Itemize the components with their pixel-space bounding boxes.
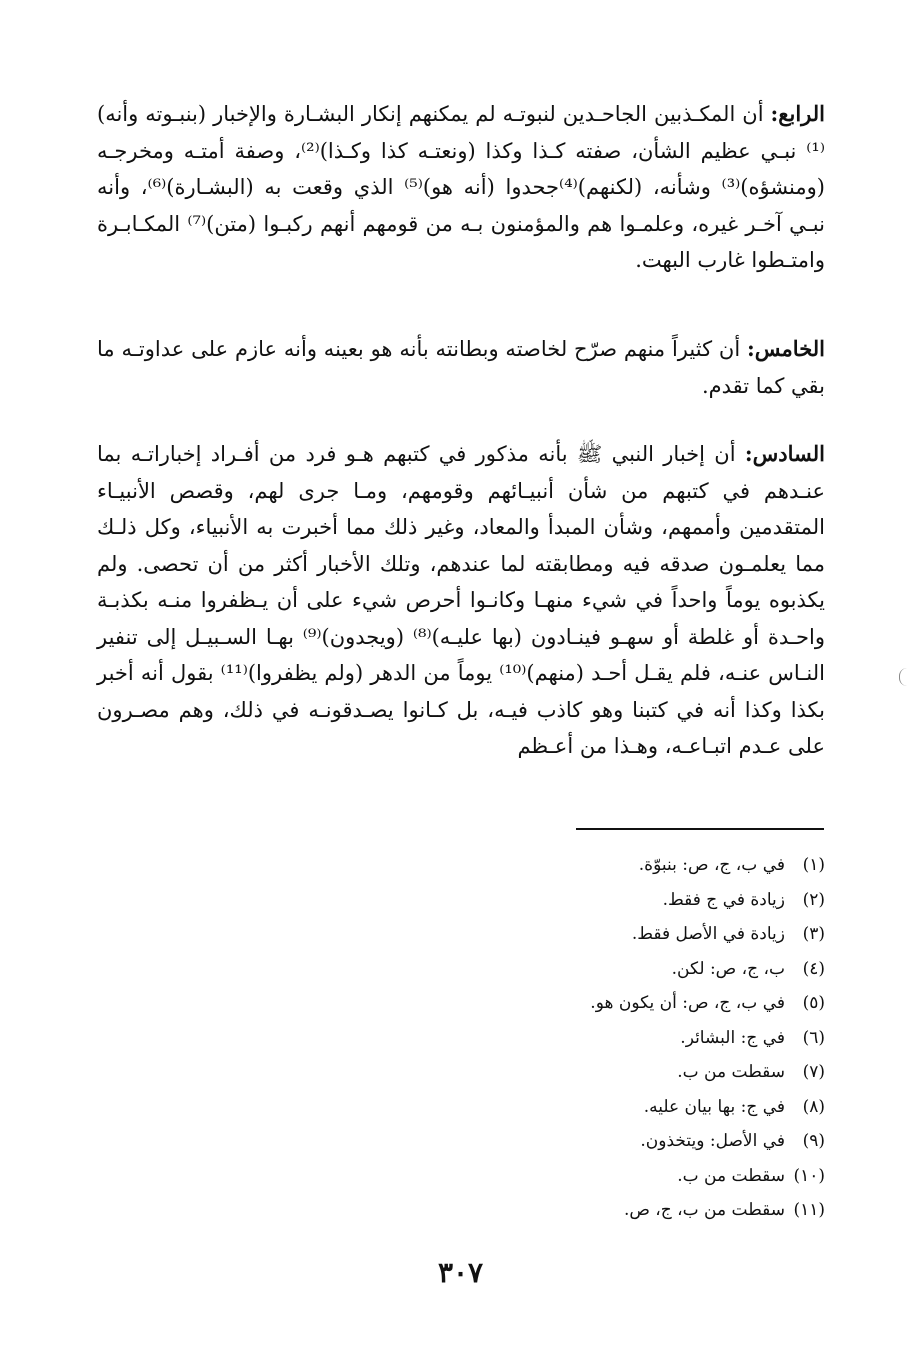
footnote-text: سقطت من ب. xyxy=(677,1165,785,1186)
footnote-text: سقطت من ب. xyxy=(677,1062,785,1082)
footnote-number: (٩) xyxy=(802,1131,825,1151)
footnote-number: (٣) xyxy=(802,924,825,944)
footnote-number: (١) xyxy=(802,855,825,875)
footnote-text: سقطت من ب، ج، ص. xyxy=(623,1200,785,1220)
margin-mark xyxy=(899,668,908,686)
footnote-text: زيادة في ج فقط. xyxy=(662,889,785,910)
paragraph-sixth xyxy=(97,436,825,765)
footnote-text: في ب، ج، ص: أن يكون هو. xyxy=(590,993,785,1013)
paragraph-text: أن المكـذبين الجاحـدين لنبوتـه لم يمكنهم إنكار البشـارة والإخبار (بنبـوته وأنه)⁽¹⁾ نبـي عظيم الشأن، صفته كـذا وكذا (ونعتـه كذا وكـذا)⁽²⁾، وصفة أمتـه ومخرجـه (ومنشؤه)⁽³⁾ وشأنه، (لكنهم)⁽⁴⁾جحدوا (أنه هو)⁽⁵⁾ الذي وقعت به (البشـارة)⁽⁶⁾، وأنه نبـي آخـر غيره، وعلمـوا هم والمؤمنون بـه من قومهم أنهم ركبـوا (متن)⁽⁷⁾ المكـابـرة وامتـطوا غارب البهت. xyxy=(97,102,825,272)
footnote-number: (٨) xyxy=(802,1096,825,1117)
footnote-number: (٤) xyxy=(802,958,825,979)
footnote-number: (٢) xyxy=(802,889,825,910)
footnote-number: (١١) xyxy=(793,1200,825,1220)
paragraph-lead: الخامس: xyxy=(747,336,825,361)
footnote-number: (١٠) xyxy=(793,1165,825,1186)
footnote-text: في ب، ج، ص: بنبوّة. xyxy=(638,855,785,875)
footnote-number: (٦) xyxy=(802,1027,825,1048)
footnote-item xyxy=(345,1159,825,1194)
footnote-number: (٧) xyxy=(802,1062,825,1082)
footnote-divider xyxy=(576,828,824,830)
footnote-text: زيادة في الأصل فقط. xyxy=(631,924,785,944)
paragraph-text: أن إخبار النبي ﷺ بأنه مذكور في كتبهم هـو فرد من أفـراد إخباراتـه بما عنـدهم في كتبهم من شأن أنبيـائهم وقومهم، ومـا جرى لهم، وقصص الأنبيـاء المتقدمين وأممهم، وشأن المبدأ والمعاد، وغير ذلك مما أخبرت به الأنبياء، وكل ذلـك مما يعلمـون صدقه فيه ومطابقته لما عندهم، وتلك الأخبار أكثر من أن تحصى. ولم يكذبوه يوماً واحداً في شيء منهـا وكانـوا أحرص شيء على أن يـظفروا منـه بكذبـة واحـدة أو غلطة أو سهـو فينـادون (بها عليـه)⁽⁸⁾ (ويجدون)⁽⁹⁾ بهـا السـبيـل إلى تنفير النـاس عنـه، فلم يقـل أحـد (منهم)⁽¹⁰⁾ يوماً من الدهر (ولم يظفروا)⁽¹¹⁾ بقول أنه أخبر بكذا وكذا أنه في كتبنا وهو كاذب فيـه، بل كـانوا يصـدقونـه في ذلك، وهم مصـرون على عـدم اتبـاعـه، وهـذا من أعـظم xyxy=(97,442,826,758)
page-number: ٣٠٧ xyxy=(437,1256,484,1289)
footnote-item xyxy=(345,848,825,883)
footnote-item xyxy=(345,1124,825,1159)
footnote-number: (٥) xyxy=(802,993,825,1013)
footnote-text: في الأصل: ويتخذون. xyxy=(640,1131,785,1151)
paragraph-fourth xyxy=(97,96,825,279)
footnote-item xyxy=(345,986,825,1021)
footnote-text: في ج: البشائر. xyxy=(680,1027,785,1048)
footnote-item xyxy=(345,1090,825,1125)
footnote-text: في ج: بها بيان عليه. xyxy=(643,1096,785,1117)
paragraph-lead: الرابع: xyxy=(770,101,825,126)
paragraph-fifth xyxy=(97,331,825,404)
footnote-item xyxy=(345,883,825,918)
footnote-item xyxy=(345,1055,825,1090)
footnote-text: ب، ج، ص: لكن. xyxy=(671,958,785,979)
footnote-item xyxy=(345,1193,825,1228)
footnotes-list xyxy=(345,848,825,1228)
footnote-item xyxy=(345,917,825,952)
footnote-item xyxy=(345,1021,825,1056)
paragraph-lead: السادس: xyxy=(744,441,825,466)
paragraph-text: أن كثيراً منهم صرّح لخاصته وبطانته بأنه هو بعينه وأنه عازم على عداوتـه ما بقي كما تقدم. xyxy=(97,337,825,398)
footnote-item xyxy=(345,952,825,987)
